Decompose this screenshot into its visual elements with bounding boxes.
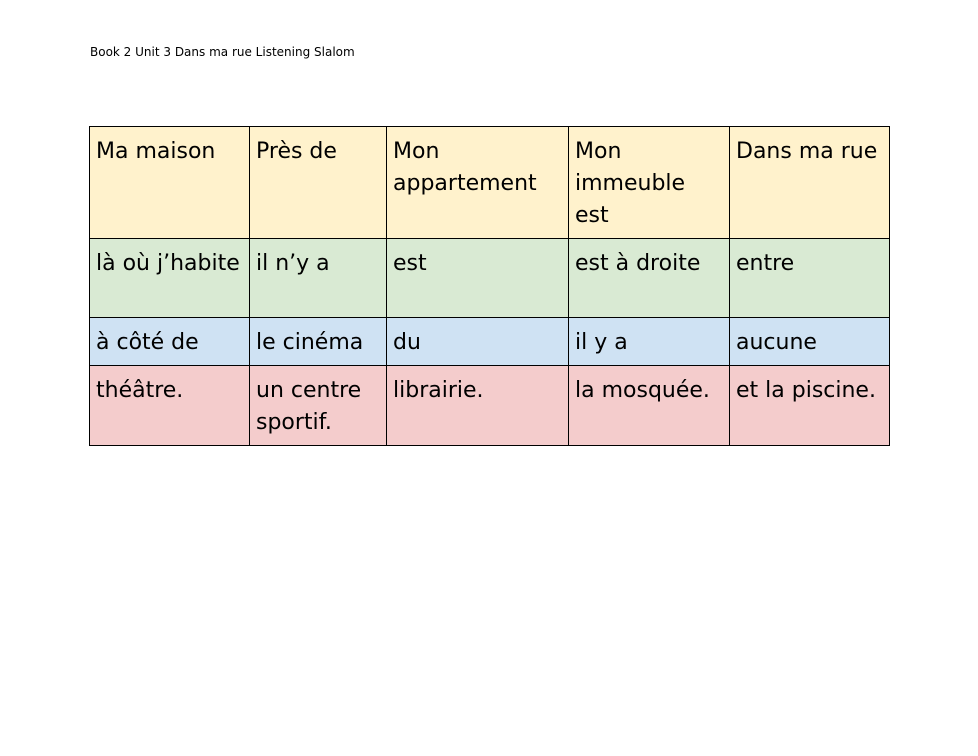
table-cell: et la piscine.: [730, 366, 890, 446]
table-row: [90, 366, 890, 446]
table-cell: du: [387, 318, 569, 366]
table-cell: un centre sportif.: [250, 366, 387, 446]
table-cell: Mon appartement: [387, 127, 569, 239]
table-cell: aucune: [730, 318, 890, 366]
table-cell: Dans ma rue: [730, 127, 890, 239]
table-cell: entre: [730, 239, 890, 318]
table-cell: théâtre.: [90, 366, 250, 446]
table-cell: Mon immeuble est: [569, 127, 730, 239]
table-row: [90, 239, 890, 318]
table-row: [90, 318, 890, 366]
table-cell: la mosquée.: [569, 366, 730, 446]
table-cell: le cinéma: [250, 318, 387, 366]
table-cell: Près de: [250, 127, 387, 239]
table-cell: il n’y a: [250, 239, 387, 318]
table-cell: Ma maison: [90, 127, 250, 239]
table-cell: est à droite: [569, 239, 730, 318]
table-cell: est: [387, 239, 569, 318]
document-title: Book 2 Unit 3 Dans ma rue Listening Slalom: [90, 45, 355, 59]
table-cell: à côté de: [90, 318, 250, 366]
table-row: [90, 127, 890, 239]
table-cell: librairie.: [387, 366, 569, 446]
table-cell: il y a: [569, 318, 730, 366]
table-cell: là où j’habite: [90, 239, 250, 318]
slalom-table: [89, 126, 890, 446]
